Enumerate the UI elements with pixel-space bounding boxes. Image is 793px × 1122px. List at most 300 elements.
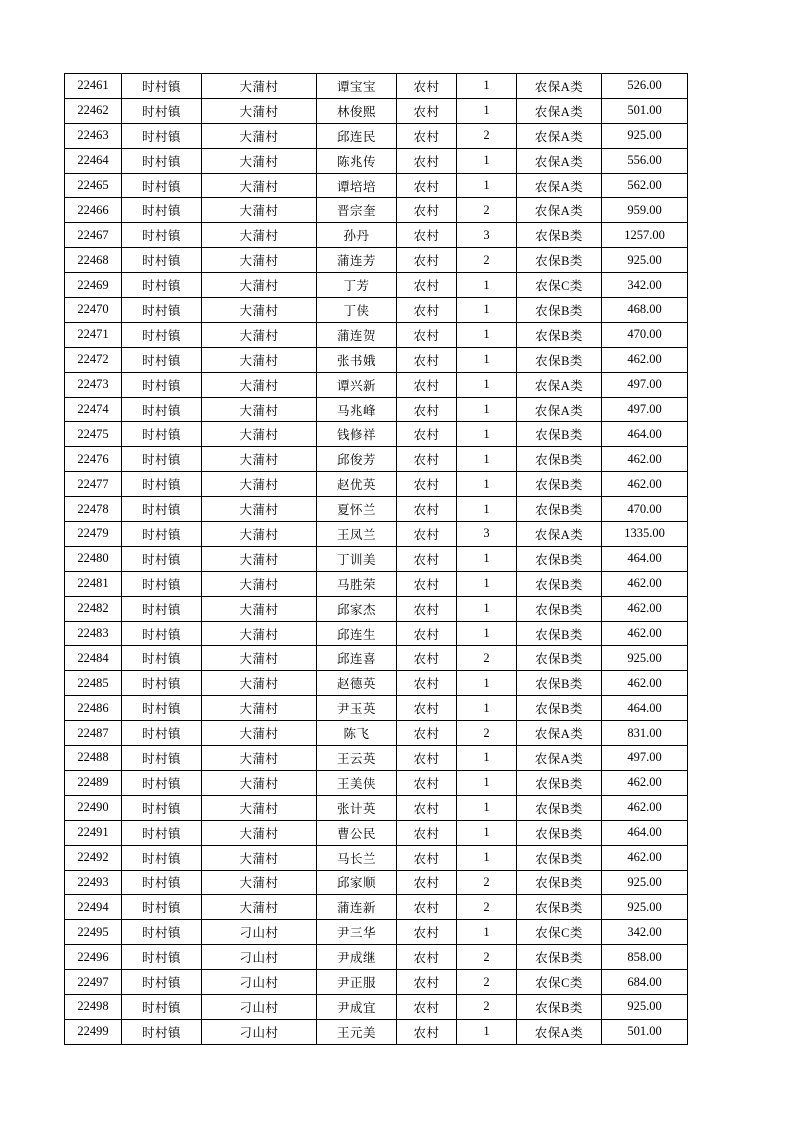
cell-person_name: 尹成继 [317,945,397,970]
benefits-table [64,73,688,1045]
cell-amount: 464.00 [602,820,688,845]
cell-person_name: 陈飞 [317,721,397,746]
cell-town: 时村镇 [122,248,202,273]
cell-resident_type: 农村 [397,447,457,472]
cell-count: 1 [457,746,517,771]
table-row [65,596,688,621]
cell-id: 22495 [65,920,122,945]
cell-id: 22488 [65,746,122,771]
cell-person_name: 马长兰 [317,845,397,870]
table-row [65,347,688,372]
cell-insurance_category: 农保B类 [517,347,602,372]
cell-insurance_category: 农保A类 [517,123,602,148]
cell-town: 时村镇 [122,223,202,248]
cell-insurance_category: 农保B类 [517,820,602,845]
cell-village: 大蒲村 [202,397,317,422]
table-row [65,994,688,1019]
cell-resident_type: 农村 [397,123,457,148]
cell-count: 1 [457,1019,517,1044]
cell-id: 22465 [65,173,122,198]
cell-id: 22482 [65,596,122,621]
cell-person_name: 邱连生 [317,621,397,646]
table-row [65,298,688,323]
cell-resident_type: 农村 [397,546,457,571]
cell-resident_type: 农村 [397,920,457,945]
cell-insurance_category: 农保A类 [517,1019,602,1044]
cell-id: 22476 [65,447,122,472]
cell-id: 22479 [65,522,122,547]
cell-person_name: 丁芳 [317,273,397,298]
cell-insurance_category: 农保B类 [517,472,602,497]
cell-resident_type: 农村 [397,273,457,298]
cell-town: 时村镇 [122,1019,202,1044]
cell-id: 22461 [65,74,122,99]
cell-village: 大蒲村 [202,646,317,671]
cell-village: 大蒲村 [202,820,317,845]
table-row [65,173,688,198]
table-row [65,795,688,820]
cell-insurance_category: 农保B类 [517,994,602,1019]
table-row [65,372,688,397]
cell-count: 2 [457,994,517,1019]
cell-resident_type: 农村 [397,870,457,895]
cell-count: 2 [457,248,517,273]
table-row [65,696,688,721]
table-row [65,895,688,920]
cell-amount: 556.00 [602,148,688,173]
table-row [65,721,688,746]
cell-town: 时村镇 [122,397,202,422]
cell-person_name: 邱家杰 [317,596,397,621]
cell-amount: 925.00 [602,248,688,273]
cell-town: 时村镇 [122,696,202,721]
cell-insurance_category: 农保B类 [517,298,602,323]
cell-count: 2 [457,895,517,920]
cell-village: 大蒲村 [202,123,317,148]
cell-count: 1 [457,596,517,621]
cell-amount: 470.00 [602,322,688,347]
cell-count: 1 [457,472,517,497]
cell-person_name: 王元美 [317,1019,397,1044]
cell-town: 时村镇 [122,721,202,746]
cell-resident_type: 农村 [397,472,457,497]
cell-town: 时村镇 [122,372,202,397]
cell-resident_type: 农村 [397,1019,457,1044]
cell-amount: 470.00 [602,497,688,522]
cell-person_name: 钱修祥 [317,422,397,447]
cell-amount: 1257.00 [602,223,688,248]
cell-person_name: 邱连喜 [317,646,397,671]
cell-id: 22473 [65,372,122,397]
cell-id: 22483 [65,621,122,646]
cell-person_name: 谭宝宝 [317,74,397,99]
table-row [65,870,688,895]
cell-village: 大蒲村 [202,372,317,397]
cell-person_name: 张书娥 [317,347,397,372]
cell-resident_type: 农村 [397,422,457,447]
cell-amount: 858.00 [602,945,688,970]
cell-amount: 464.00 [602,546,688,571]
cell-count: 2 [457,198,517,223]
cell-village: 大蒲村 [202,223,317,248]
cell-village: 大蒲村 [202,472,317,497]
table-row [65,422,688,447]
cell-count: 1 [457,845,517,870]
cell-village: 刁山村 [202,994,317,1019]
cell-id: 22475 [65,422,122,447]
cell-person_name: 孙丹 [317,223,397,248]
cell-amount: 925.00 [602,123,688,148]
cell-id: 22493 [65,870,122,895]
cell-amount: 497.00 [602,746,688,771]
cell-town: 时村镇 [122,895,202,920]
cell-village: 大蒲村 [202,74,317,99]
cell-insurance_category: 农保B类 [517,671,602,696]
cell-person_name: 尹成宜 [317,994,397,1019]
cell-amount: 831.00 [602,721,688,746]
cell-village: 大蒲村 [202,596,317,621]
cell-insurance_category: 农保B类 [517,696,602,721]
cell-town: 时村镇 [122,198,202,223]
cell-amount: 342.00 [602,920,688,945]
cell-person_name: 丁训美 [317,546,397,571]
cell-person_name: 晋宗奎 [317,198,397,223]
cell-town: 时村镇 [122,870,202,895]
cell-village: 大蒲村 [202,746,317,771]
cell-resident_type: 农村 [397,223,457,248]
cell-id: 22485 [65,671,122,696]
cell-person_name: 谭兴新 [317,372,397,397]
cell-town: 时村镇 [122,596,202,621]
cell-id: 22463 [65,123,122,148]
cell-village: 大蒲村 [202,721,317,746]
cell-village: 大蒲村 [202,447,317,472]
cell-id: 22466 [65,198,122,223]
cell-insurance_category: 农保A类 [517,198,602,223]
cell-amount: 462.00 [602,472,688,497]
cell-count: 1 [457,298,517,323]
cell-resident_type: 农村 [397,696,457,721]
cell-resident_type: 农村 [397,298,457,323]
cell-village: 大蒲村 [202,98,317,123]
cell-town: 时村镇 [122,795,202,820]
cell-resident_type: 农村 [397,322,457,347]
cell-amount: 462.00 [602,596,688,621]
table-row [65,770,688,795]
cell-count: 1 [457,148,517,173]
cell-insurance_category: 农保A类 [517,397,602,422]
cell-person_name: 邱家顺 [317,870,397,895]
cell-town: 时村镇 [122,970,202,995]
cell-id: 22496 [65,945,122,970]
cell-town: 时村镇 [122,123,202,148]
cell-resident_type: 农村 [397,845,457,870]
cell-resident_type: 农村 [397,621,457,646]
cell-id: 22499 [65,1019,122,1044]
cell-insurance_category: 农保B类 [517,497,602,522]
cell-amount: 925.00 [602,895,688,920]
cell-resident_type: 农村 [397,173,457,198]
cell-insurance_category: 农保A类 [517,98,602,123]
cell-count: 1 [457,173,517,198]
cell-id: 22487 [65,721,122,746]
table-row [65,148,688,173]
cell-person_name: 陈兆传 [317,148,397,173]
cell-id: 22490 [65,795,122,820]
cell-resident_type: 农村 [397,74,457,99]
cell-resident_type: 农村 [397,347,457,372]
cell-resident_type: 农村 [397,994,457,1019]
table-row [65,571,688,596]
cell-village: 大蒲村 [202,422,317,447]
cell-insurance_category: 农保A类 [517,522,602,547]
cell-insurance_category: 农保A类 [517,74,602,99]
cell-village: 大蒲村 [202,522,317,547]
cell-town: 时村镇 [122,945,202,970]
cell-village: 刁山村 [202,945,317,970]
cell-town: 时村镇 [122,298,202,323]
cell-town: 时村镇 [122,98,202,123]
cell-town: 时村镇 [122,770,202,795]
cell-resident_type: 农村 [397,198,457,223]
table-row [65,746,688,771]
cell-count: 1 [457,397,517,422]
cell-amount: 501.00 [602,98,688,123]
cell-amount: 925.00 [602,870,688,895]
cell-village: 大蒲村 [202,895,317,920]
cell-insurance_category: 农保C类 [517,920,602,945]
cell-id: 22498 [65,994,122,1019]
cell-insurance_category: 农保B类 [517,546,602,571]
table-row [65,970,688,995]
cell-id: 22474 [65,397,122,422]
cell-id: 22489 [65,770,122,795]
cell-id: 22472 [65,347,122,372]
cell-town: 时村镇 [122,546,202,571]
cell-village: 大蒲村 [202,845,317,870]
cell-amount: 462.00 [602,347,688,372]
table-row [65,98,688,123]
cell-person_name: 马兆峰 [317,397,397,422]
cell-person_name: 张计英 [317,795,397,820]
cell-amount: 526.00 [602,74,688,99]
cell-town: 时村镇 [122,621,202,646]
cell-town: 时村镇 [122,447,202,472]
cell-count: 1 [457,571,517,596]
table-row [65,920,688,945]
cell-town: 时村镇 [122,273,202,298]
table-row [65,198,688,223]
cell-count: 2 [457,970,517,995]
cell-amount: 684.00 [602,970,688,995]
cell-village: 刁山村 [202,920,317,945]
cell-count: 1 [457,447,517,472]
cell-id: 22469 [65,273,122,298]
cell-insurance_category: 农保B类 [517,571,602,596]
cell-town: 时村镇 [122,571,202,596]
cell-insurance_category: 农保B类 [517,422,602,447]
cell-amount: 497.00 [602,372,688,397]
cell-count: 2 [457,646,517,671]
cell-insurance_category: 农保A类 [517,173,602,198]
cell-id: 22468 [65,248,122,273]
cell-town: 时村镇 [122,74,202,99]
cell-id: 22462 [65,98,122,123]
cell-insurance_category: 农保A类 [517,746,602,771]
cell-person_name: 蒲连芳 [317,248,397,273]
cell-village: 大蒲村 [202,273,317,298]
cell-insurance_category: 农保B类 [517,870,602,895]
cell-town: 时村镇 [122,522,202,547]
cell-insurance_category: 农保A类 [517,372,602,397]
cell-resident_type: 农村 [397,795,457,820]
cell-insurance_category: 农保B类 [517,895,602,920]
cell-count: 2 [457,721,517,746]
cell-count: 1 [457,621,517,646]
table-row [65,546,688,571]
cell-insurance_category: 农保B类 [517,223,602,248]
cell-id: 22484 [65,646,122,671]
document-page [64,73,688,1045]
table-row [65,397,688,422]
cell-person_name: 林俊熙 [317,98,397,123]
cell-village: 大蒲村 [202,497,317,522]
cell-insurance_category: 农保B类 [517,596,602,621]
cell-town: 时村镇 [122,347,202,372]
cell-town: 时村镇 [122,746,202,771]
cell-village: 大蒲村 [202,696,317,721]
cell-town: 时村镇 [122,994,202,1019]
cell-id: 22467 [65,223,122,248]
cell-insurance_category: 农保B类 [517,770,602,795]
cell-amount: 462.00 [602,795,688,820]
cell-resident_type: 农村 [397,820,457,845]
cell-town: 时村镇 [122,472,202,497]
cell-amount: 464.00 [602,422,688,447]
cell-town: 时村镇 [122,173,202,198]
cell-count: 3 [457,522,517,547]
table-row [65,646,688,671]
cell-amount: 925.00 [602,646,688,671]
cell-village: 大蒲村 [202,671,317,696]
cell-count: 1 [457,770,517,795]
cell-resident_type: 农村 [397,372,457,397]
cell-resident_type: 农村 [397,98,457,123]
cell-insurance_category: 农保B类 [517,646,602,671]
cell-resident_type: 农村 [397,721,457,746]
cell-id: 22491 [65,820,122,845]
cell-amount: 462.00 [602,621,688,646]
cell-amount: 925.00 [602,994,688,1019]
cell-count: 1 [457,696,517,721]
cell-village: 大蒲村 [202,198,317,223]
cell-resident_type: 农村 [397,148,457,173]
cell-person_name: 王凤兰 [317,522,397,547]
cell-count: 3 [457,223,517,248]
cell-count: 1 [457,273,517,298]
cell-person_name: 蒲连新 [317,895,397,920]
cell-id: 22470 [65,298,122,323]
cell-person_name: 马胜荣 [317,571,397,596]
cell-count: 1 [457,347,517,372]
cell-amount: 959.00 [602,198,688,223]
cell-person_name: 王美侠 [317,770,397,795]
cell-person_name: 王云英 [317,746,397,771]
cell-id: 22497 [65,970,122,995]
cell-count: 1 [457,497,517,522]
cell-person_name: 曹公民 [317,820,397,845]
table-body [65,74,688,1045]
cell-person_name: 邱连民 [317,123,397,148]
table-row [65,497,688,522]
table-row [65,223,688,248]
cell-resident_type: 农村 [397,671,457,696]
cell-person_name: 蒲连贺 [317,322,397,347]
cell-insurance_category: 农保B类 [517,322,602,347]
cell-town: 时村镇 [122,820,202,845]
cell-count: 1 [457,920,517,945]
cell-id: 22471 [65,322,122,347]
cell-id: 22464 [65,148,122,173]
cell-count: 2 [457,945,517,970]
cell-amount: 342.00 [602,273,688,298]
cell-insurance_category: 农保C类 [517,970,602,995]
cell-town: 时村镇 [122,671,202,696]
cell-village: 刁山村 [202,1019,317,1044]
cell-resident_type: 农村 [397,248,457,273]
cell-count: 1 [457,322,517,347]
cell-resident_type: 农村 [397,522,457,547]
cell-amount: 462.00 [602,671,688,696]
cell-person_name: 尹三华 [317,920,397,945]
cell-town: 时村镇 [122,845,202,870]
table-row [65,472,688,497]
cell-village: 大蒲村 [202,298,317,323]
cell-amount: 464.00 [602,696,688,721]
cell-amount: 462.00 [602,447,688,472]
cell-person_name: 尹正服 [317,970,397,995]
cell-amount: 562.00 [602,173,688,198]
cell-village: 大蒲村 [202,148,317,173]
cell-insurance_category: 农保B类 [517,447,602,472]
table-row [65,273,688,298]
cell-id: 22492 [65,845,122,870]
cell-town: 时村镇 [122,646,202,671]
cell-resident_type: 农村 [397,571,457,596]
cell-amount: 462.00 [602,845,688,870]
cell-village: 大蒲村 [202,571,317,596]
cell-insurance_category: 农保B类 [517,621,602,646]
cell-amount: 1335.00 [602,522,688,547]
cell-village: 大蒲村 [202,621,317,646]
cell-count: 1 [457,671,517,696]
cell-resident_type: 农村 [397,746,457,771]
cell-insurance_category: 农保B类 [517,248,602,273]
cell-village: 大蒲村 [202,173,317,198]
cell-resident_type: 农村 [397,895,457,920]
cell-count: 1 [457,546,517,571]
cell-count: 1 [457,422,517,447]
cell-count: 2 [457,123,517,148]
table-row [65,322,688,347]
cell-amount: 462.00 [602,770,688,795]
cell-count: 1 [457,820,517,845]
table-row [65,820,688,845]
cell-id: 22477 [65,472,122,497]
cell-amount: 497.00 [602,397,688,422]
cell-insurance_category: 农保C类 [517,273,602,298]
cell-insurance_category: 农保B类 [517,945,602,970]
